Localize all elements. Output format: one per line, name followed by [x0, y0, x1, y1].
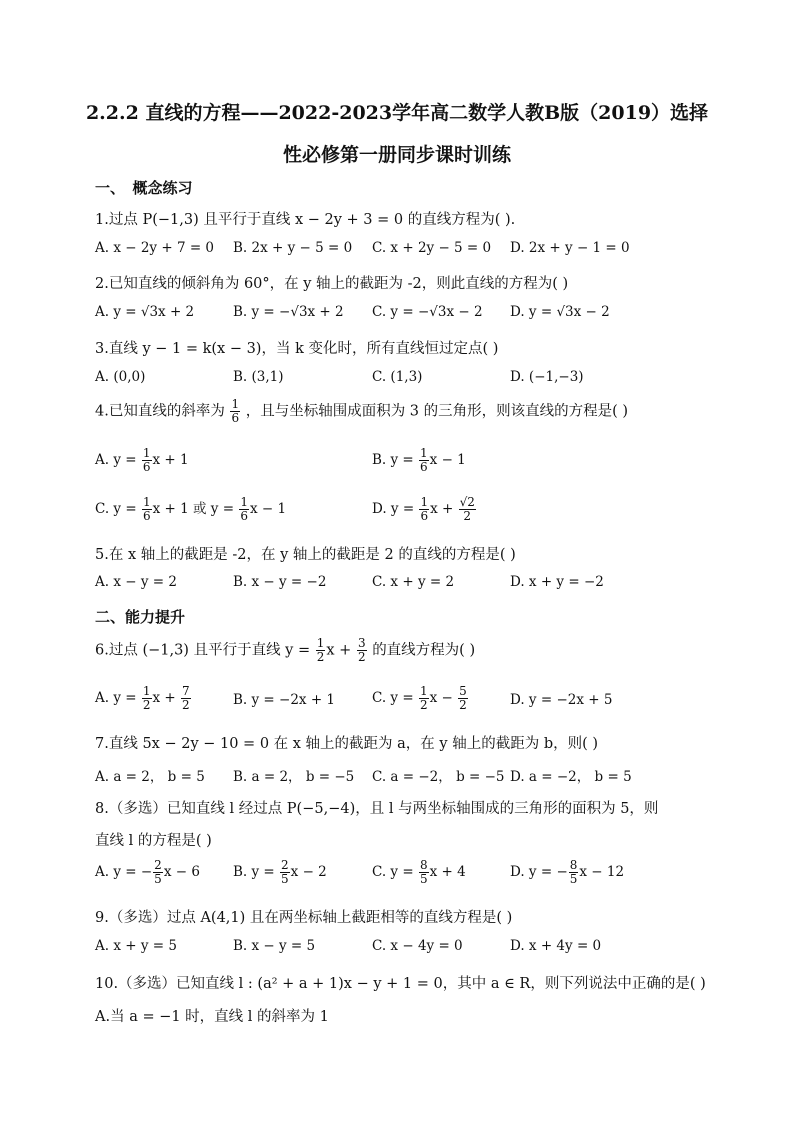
q7-option-d: D. a = −2， b = 5	[510, 769, 632, 785]
question-4: 4.已知直线的斜率为 $\frac{1}{6}$ ，且与坐标轴围成面积为 3 的三角形，则该直线的方程是( )	[95, 397, 629, 425]
q8-option-d: D. y = − $\frac{8}{5}$ x − 12	[510, 858, 625, 886]
q6-option-d: D. y = −2x + 5	[510, 692, 613, 708]
question-10: 10.（多选）已知直线 l : (a² + a + 1)x − y + 1 = 0，其中 a ∈ R，则下列说法中正确的是( )	[95, 976, 706, 992]
q1-option-a: A. x − 2y + 7 = 0	[95, 240, 215, 256]
q1-option-c: C. x + 2y − 5 = 0	[372, 240, 492, 256]
q5-option-d: D. x + y = −2	[510, 574, 604, 590]
q9-option-c: C. x − 4y = 0	[372, 938, 463, 954]
q7-option-b: B. a = 2， b = −5	[233, 769, 355, 785]
q2-option-d: D. y = √3x − 2	[510, 304, 610, 320]
q9-option-d: D. x + 4y = 0	[510, 938, 602, 954]
q2-option-c: C. y = −√3x − 2	[372, 304, 483, 320]
q3-option-a: A. (0,0)	[95, 369, 146, 385]
q9-option-a: A. x + y = 5	[95, 938, 177, 954]
q6-option-c: C. y = $\frac{1}{2}$ x − $\frac{5}{2}$	[372, 684, 467, 712]
q4-option-b: B. y = $\frac{1}{6}$ x − 1	[372, 446, 466, 474]
q3-option-c: C. (1,3)	[372, 369, 423, 385]
question-5: 5.在 x 轴上的截距是 -2，在 y 轴上的截距是 2 的直线的方程是( )	[95, 547, 516, 563]
q7-option-a: A. a = 2， b = 5	[95, 769, 205, 785]
section-heading-1: 一、 概念练习	[95, 179, 193, 197]
q6-option-a: A. y = $\frac{1}{2}$ x + $\frac{7}{2}$	[95, 684, 190, 712]
q7-option-c: C. a = −2， b = −5	[372, 769, 505, 785]
q5-option-b: B. x − y = −2	[233, 574, 327, 590]
q8-option-c: C. y = $\frac{8}{5}$ x + 4	[372, 858, 466, 886]
doc-title-line1: 2.2.2 直线的方程——2022-2023学年高二数学人教B版（2019）选择	[85, 102, 709, 124]
q3-option-d: D. (−1,−3)	[510, 369, 584, 385]
q6-option-b: B. y = −2x + 1	[233, 692, 336, 708]
q1-option-b: B. 2x + y − 5 = 0	[233, 240, 353, 256]
q9-option-b: B. x − y = 5	[233, 938, 316, 954]
q2-option-b: B. y = −√3x + 2	[233, 304, 344, 320]
q8-option-b: B. y = $\frac{2}{5}$ x − 2	[233, 858, 327, 886]
question-8-line2: 直线 l 的方程是( )	[95, 833, 212, 849]
q3-option-b: B. (3,1)	[233, 369, 284, 385]
q5-option-a: A. x − y = 2	[95, 574, 177, 590]
q4-option-a: A. y = $\frac{1}{6}$ x + 1	[95, 446, 189, 474]
q2-option-a: A. y = √3x + 2	[95, 304, 195, 320]
q8-option-a: A. y = − $\frac{2}{5}$ x − 6	[95, 858, 200, 886]
doc-title-line2: 性必修第一册同步课时训练	[282, 144, 511, 166]
section-heading-2: 二、能力提升	[95, 608, 186, 626]
question-2: 2.已知直线的倾斜角为 60°，在 y 轴上的截距为 -2，则此直线的方程为( )	[95, 276, 569, 292]
question-1: 1.过点 P(−1,3) 且平行于直线 x − 2y + 3 = 0 的直线方程为( ).	[95, 212, 516, 228]
q5-option-c: C. x + y = 2	[372, 574, 455, 590]
q1-option-d: D. 2x + y − 1 = 0	[510, 240, 630, 256]
q4-option-c: C. y = $\frac{1}{6}$ x + 1 或 y = $\frac{1}{6}$ x − 1	[95, 495, 287, 523]
fraction-1-6: $\frac{1}{6}$	[231, 397, 240, 425]
question-3: 3.直线 y − 1 = k(x − 3)，当 k 变化时，所有直线恒过定点( )	[95, 341, 499, 357]
question-8-line1: 8.（多选）已知直线 l 经过点 P(−5,−4)，且 l 与两坐标轴围成的三角形的面积为 5，则	[95, 801, 659, 817]
question-9: 9.（多选）过点 A(4,1) 且在两坐标轴上截距相等的直线方程是( )	[95, 910, 513, 926]
question-7: 7.直线 5x − 2y − 10 = 0 在 x 轴上的截距为 a，在 y 轴上的截距为 b，则( )	[95, 736, 599, 752]
q10-option-a: A.当 a = −1 时，直线 l 的斜率为 1	[95, 1009, 329, 1025]
question-6: 6.过点 (−1,3) 且平行于直线 y = $\frac{1}{2}$ x + $\frac{3}{2}$ 的直线方程为( )	[95, 636, 476, 664]
q4-option-d: D. y = $\frac{1}{6}$ x + $\frac{√2}{2}$	[372, 495, 475, 523]
